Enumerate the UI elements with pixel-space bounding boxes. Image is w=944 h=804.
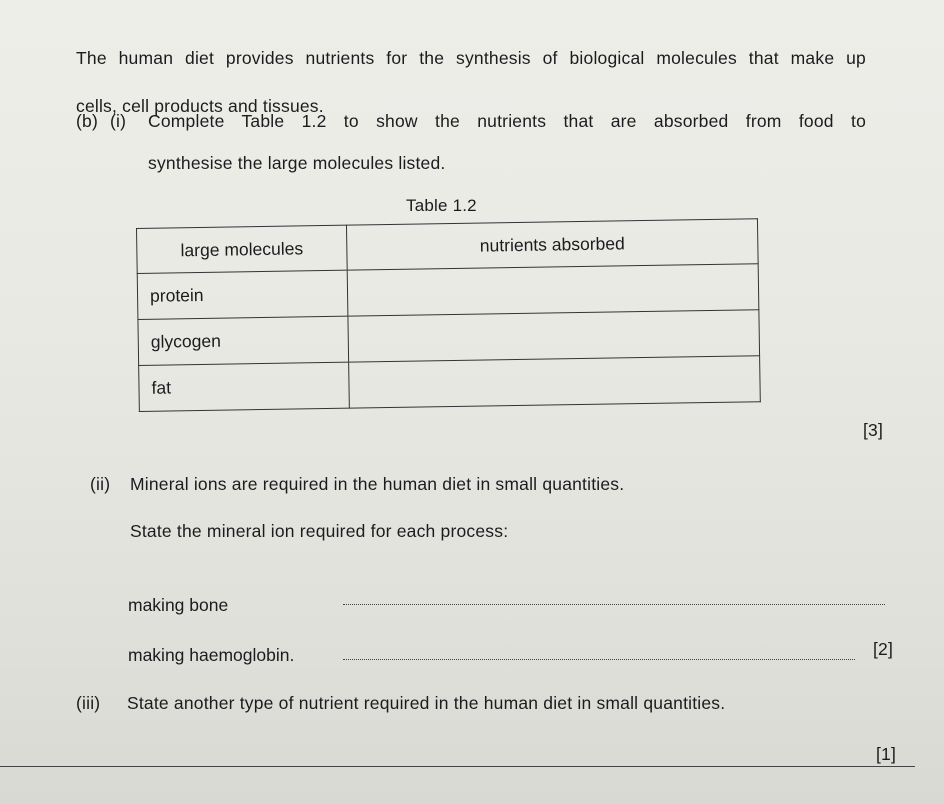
process-making-bone: making bone xyxy=(128,595,229,615)
sub-ii-text: Mineral ions are required in the human diet in small quantities. xyxy=(130,474,625,494)
intro-line-2: cells, cell products and tissues. xyxy=(76,96,324,116)
header-large-molecules: large molecules xyxy=(137,225,348,273)
header-nutrients-absorbed: nutrients absorbed xyxy=(346,219,758,270)
sub-iii-label: (iii) xyxy=(76,693,101,713)
part-b-label: (b) xyxy=(76,111,98,131)
process-making-haemoglobin: making haemoglobin. xyxy=(128,645,295,665)
sub-ii-label: (ii) xyxy=(90,474,111,494)
answer-cell-fat[interactable] xyxy=(349,356,761,408)
marks-sub-i: [3] xyxy=(863,420,884,440)
sub-iii-text: State another type of nutrient required in the human diet in small quantities. xyxy=(127,693,726,713)
sub-ii-instruction: State the mineral ion required for each process: xyxy=(130,521,509,541)
molecule-cell: protein xyxy=(137,270,348,319)
sub-i-text-line-2: synthesise the large molecules listed. xyxy=(148,153,446,173)
marks-sub-ii: [2] xyxy=(873,639,894,659)
answer-cell-glycogen[interactable] xyxy=(348,310,760,362)
marks-sub-iii: [1] xyxy=(876,744,897,764)
answer-line-bone[interactable] xyxy=(343,604,885,605)
table-caption: Table 1.2 xyxy=(406,196,477,215)
answer-cell-protein[interactable] xyxy=(347,264,759,316)
nutrients-table xyxy=(136,218,761,412)
molecule-cell: glycogen xyxy=(138,316,349,365)
molecule-cell: fat xyxy=(139,362,350,411)
table-row xyxy=(139,356,761,412)
intro-line-1: The human diet provides nutrients for the synthesis of biological molecules that make up xyxy=(76,48,866,68)
sub-i-label: (i) xyxy=(110,111,127,131)
answer-line-iii[interactable] xyxy=(0,766,915,767)
sub-i-text-line-1: Complete Table 1.2 to show the nutrients that are absorbed from food to xyxy=(148,111,866,131)
answer-line-haemoglobin[interactable] xyxy=(343,659,855,660)
